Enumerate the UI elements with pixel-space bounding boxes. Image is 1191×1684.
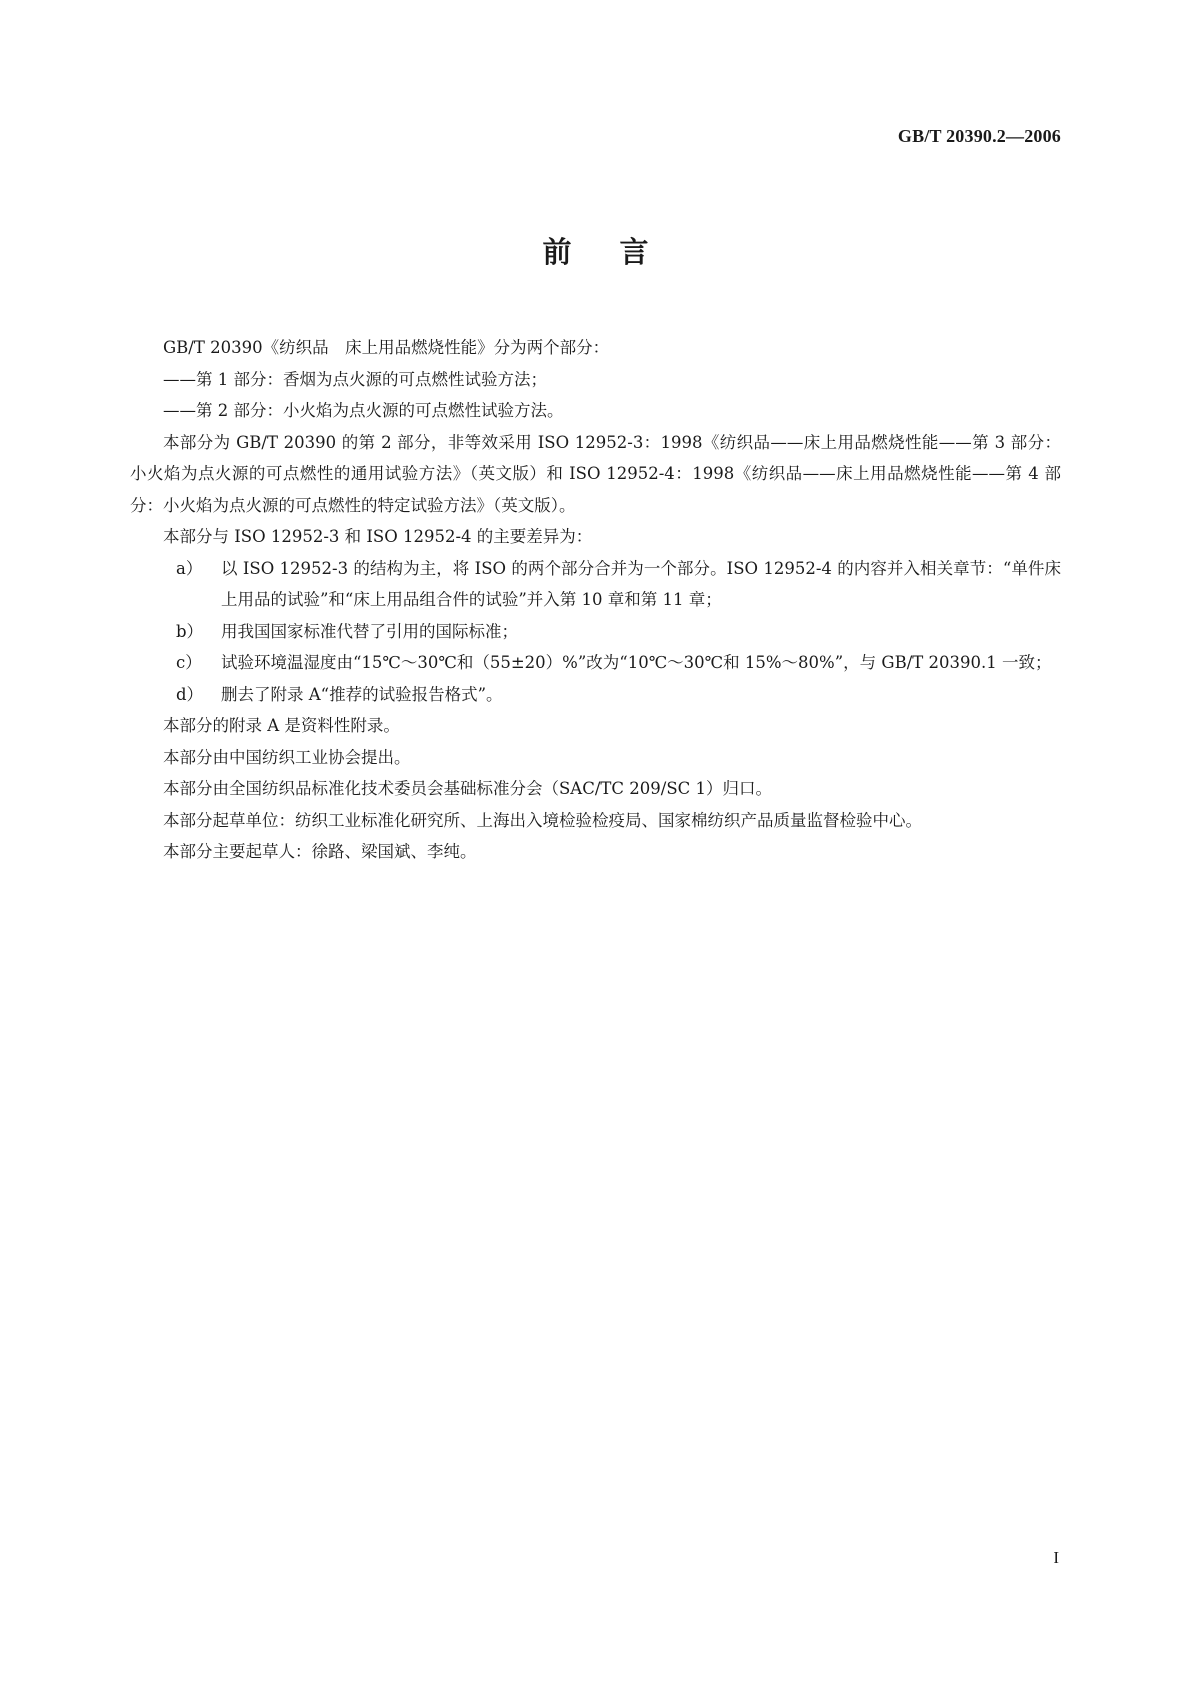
list-item-text: 删去了附录 A“推荐的试验报告格式”。 bbox=[221, 684, 503, 704]
paragraph-drafters: 本部分主要起草人：徐路、梁国斌、李纯。 bbox=[163, 842, 477, 861]
page-number: I bbox=[1053, 1548, 1059, 1567]
paragraph-annex-note: 本部分的附录 A 是资料性附录。 bbox=[163, 716, 400, 735]
list-item-text: 用我国国家标准代替了引用的国际标准； bbox=[221, 621, 518, 641]
paragraph-differences-intro: 本部分与 ISO 12952-3 和 ISO 12952-4 的主要差异为： bbox=[163, 527, 593, 546]
difference-item-b bbox=[130, 616, 1061, 648]
list-item-label: a） bbox=[176, 558, 203, 578]
paragraph-parts-intro: GB/T 20390《纺织品 床上用品燃烧性能》分为两个部分： bbox=[163, 338, 610, 357]
list-item-text: 以 ISO 12952-3 的结构为主，将 ISO 的两个部分合并为一个部分。ISO 12952-4 的内容并入相关章节：“单件床上用品的试验”和“床上用品组合件的试验”并入第 10 章和第 11 章； bbox=[221, 558, 1061, 609]
paragraph-proposer: 本部分由中国纺织工业协会提出。 bbox=[163, 747, 411, 767]
list-item-label: c） bbox=[176, 653, 202, 672]
list-item-label: b） bbox=[176, 621, 204, 641]
paragraph-adoption: 本部分为 GB/T 20390 的第 2 部分，非等效采用 ISO 12952-3：1998《纺织品——床上用品燃烧性能——第 3 部分：小火焰为点火源的可点燃性的通用试验方法》（英文版）和 ISO 12952-4：1998《纺织品——床上用品燃烧性能——第 4 部分：小火焰为点火源的可点燃性的特定试验方法》（英文版）。 bbox=[130, 432, 1061, 515]
standard-number-header: GB/T 20390.2—2006 bbox=[897, 126, 1061, 146]
difference-item-d bbox=[130, 679, 1061, 711]
list-item-text: 试验环境温湿度由“15℃～30℃和（55±20）%”改为“10℃～30℃和 15%～80%”，与 GB/T 20390.1 一致； bbox=[221, 653, 1052, 672]
paragraph-part-2: ——第 2 部分：小火焰为点火源的可点燃性试验方法。 bbox=[163, 401, 564, 420]
difference-item-a bbox=[130, 553, 1061, 616]
foreword-body bbox=[130, 332, 1061, 868]
page-title: 前言 bbox=[542, 235, 697, 269]
paragraph-part-1: ——第 1 部分：香烟为点火源的可点燃性试验方法； bbox=[163, 369, 547, 389]
list-item-label: d） bbox=[176, 684, 204, 704]
paragraph-committee: 本部分由全国纺织品标准化技术委员会基础标准分会（SAC/TC 209/SC 1）归口。 bbox=[163, 779, 773, 798]
difference-item-c bbox=[130, 647, 1061, 679]
paragraph-drafting-units: 本部分起草单位：纺织工业标准化研究所、上海出入境检验检疫局、国家棉纺织产品质量监督检验中心。 bbox=[163, 810, 922, 830]
